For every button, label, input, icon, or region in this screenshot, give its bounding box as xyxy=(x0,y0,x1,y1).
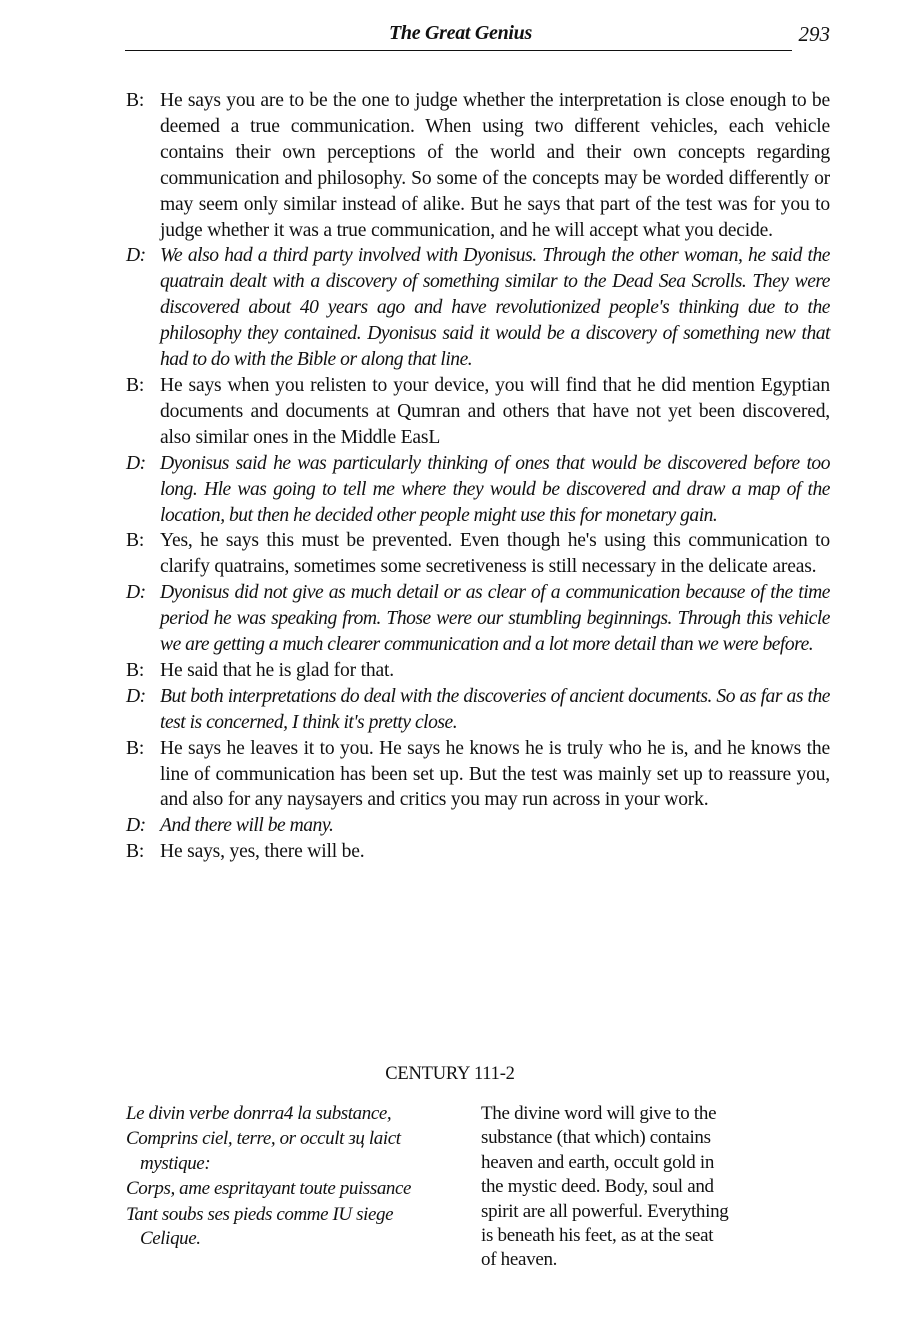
translation-line: of heaven. xyxy=(481,1249,558,1271)
dialogue-entry xyxy=(126,580,830,658)
entry-text: But both interpretations do deal with the discoveries of ancient documents. So as far as the test is concerned, I think it's pretty close. xyxy=(160,685,830,733)
entry-text: He says when you relisten to your device, you will find that he did mention Egyptian documents and documents at Qumran and others that have not yet been discovered, also similar ones in the Middle EasL xyxy=(160,374,830,448)
translation-line: heaven and earth, occult gold in xyxy=(481,1151,715,1173)
quatrain-line: Comprins ciel, terre, or occult зц laict mystique: xyxy=(126,1128,401,1174)
dialogue-entry xyxy=(126,373,830,451)
speaker-label: D: xyxy=(126,685,146,707)
quatrain-french xyxy=(126,1102,456,1252)
speaker-label: D: xyxy=(126,452,146,474)
entry-text: He said that he is glad for that. xyxy=(160,659,394,681)
entry-text: He says he leaves it to you. He says he knows he is truly who he is, and he knows the line of communication has been set up. But the test was mainly set up to reassure you, and also for any naysayers and critics you may run across in your work. xyxy=(160,737,830,811)
quatrain-english xyxy=(481,1102,806,1273)
entry-text: Dyonisus did not give as much detail or as clear of a communication because of the time period he was speaking from. Those were our stumbling beginnings. Through this vehicle we are getting a much clearer communication and a lot more detail than we were before. xyxy=(160,582,830,656)
quatrain-line: Corps, ame espritayant toute puissance xyxy=(126,1178,412,1200)
dialogue-entry xyxy=(126,684,830,736)
speaker-label: B: xyxy=(126,659,145,681)
century-heading: CENTURY 111-2 xyxy=(385,1064,515,1084)
page-number: 293 xyxy=(798,22,830,46)
entry-text: He says you are to be the one to judge whether the interpretation is close enough to be deemed a true communication. When using two different vehicles, each vehicle contains their own perceptions of the world and their own concepts regarding communication and philosophy. So some of the concepts may be worded differently or may seem only similar instead of alike. But he says that part of the test was for you to judge whether it was a true communication, and he will accept what you decide. xyxy=(160,90,830,241)
header-rule xyxy=(125,50,792,51)
dialogue-entry xyxy=(126,451,830,529)
running-title: The Great Genius xyxy=(389,22,532,44)
translation-line: substance (that which) contains xyxy=(481,1127,711,1149)
dialogue xyxy=(126,88,830,865)
dialogue-entry xyxy=(126,658,830,684)
speaker-label: B: xyxy=(126,530,145,552)
translation-line: is beneath his feet, as at the seat xyxy=(481,1225,714,1247)
speaker-label: B: xyxy=(126,841,145,863)
speaker-label: D: xyxy=(126,245,146,267)
entry-text: He says, yes, there will be. xyxy=(160,841,365,863)
entry-text: And there will be many. xyxy=(160,815,334,837)
entry-text: Dyonisus said he was particularly thinking of ones that would be discovered before too long. Hle was going to tell me where they would be discovered and draw a map of the location, but then he decided other people might use this for monetary gain. xyxy=(160,452,830,526)
dialogue-entry xyxy=(126,88,830,243)
speaker-label: B: xyxy=(126,90,145,111)
speaker-label: B: xyxy=(126,737,145,759)
speaker-label: D: xyxy=(126,582,146,604)
running-header xyxy=(125,22,830,52)
dialogue-entry xyxy=(126,839,830,865)
speaker-label: D: xyxy=(126,815,146,837)
translation-line: The divine word will give to the xyxy=(481,1103,717,1124)
speaker-label: B: xyxy=(126,374,145,396)
dialogue-entry xyxy=(126,736,830,814)
dialogue-entry xyxy=(126,243,830,373)
translation-line: spirit are all powerful. Everything xyxy=(481,1200,729,1222)
dialogue-entry xyxy=(126,813,830,839)
entry-text: Yes, he says this must be prevented. Even though he's using this communication to clarify quatrains, sometimes some secretiveness is still necessary in the delicate areas. xyxy=(160,530,830,578)
translation-line: the mystic deed. Body, soul and xyxy=(481,1176,714,1198)
quatrain-line: Tant soubs ses pieds comme IU siege Celique. xyxy=(126,1203,394,1250)
entry-text: We also had a third party involved with Dyonisus. Through the other woman, he said the quatrain dealt with a discovery of something similar to the Dead Sea Scrolls. They were discovered about 40 years ago and have revolutionized people's thinking due to the philosophy they contained. Dyonisus said it would be a discovery of something new that had to do with the Bible or along that line. xyxy=(160,245,830,371)
dialogue-entry xyxy=(126,528,830,580)
quatrain-line: Le divin verbe donrra4 la substance, xyxy=(126,1103,392,1124)
